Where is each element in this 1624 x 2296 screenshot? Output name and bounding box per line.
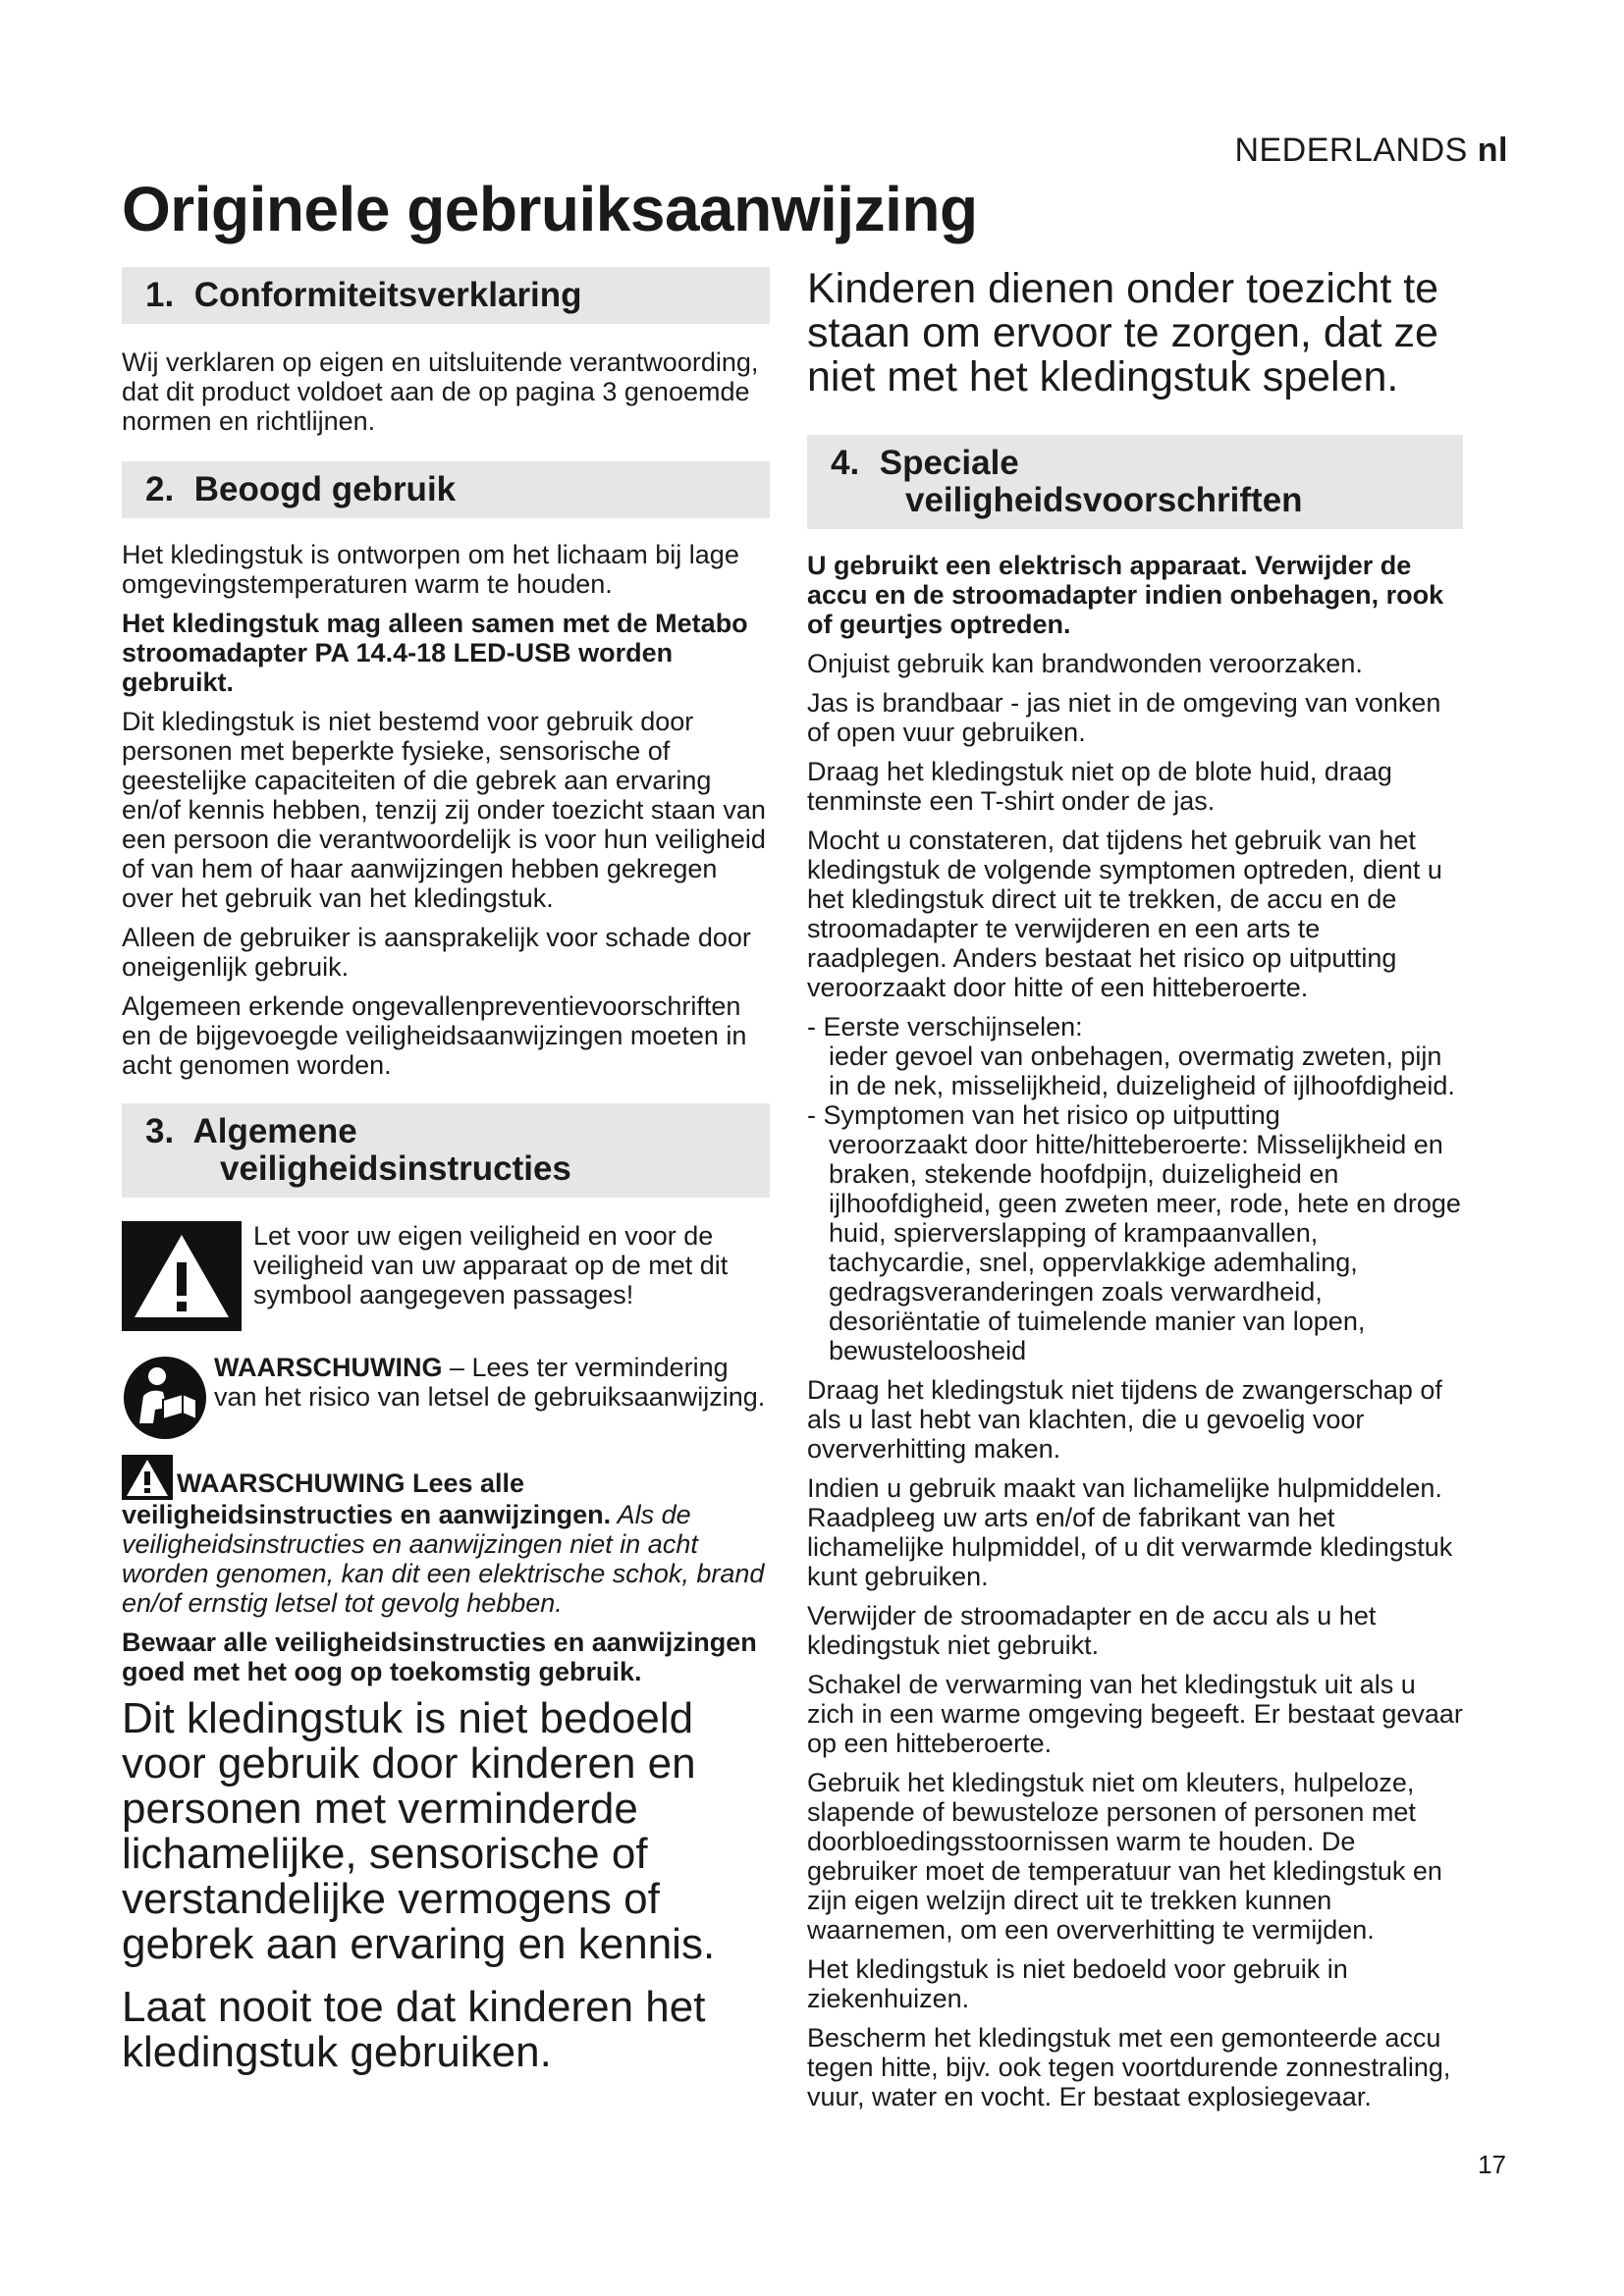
symptoms-intro: Mocht u constateren, dat tijdens het gebruik van het kledingstuk de volgende symptomen optreden, dient u het kledingstuk direct uit te trekken, de accu en de stroomadapter te verwijderen en een arts te raadplegen. Anders bestaat het risico op uitputting veroorzaakt door hitte of een hitteberoerte. (807, 826, 1442, 1002)
section-2-heading: 2. Beoogd gebruik (122, 461, 770, 518)
page-title: Originele gebruiksaanwijzing (122, 174, 978, 244)
warning-triangle-icon (122, 1221, 242, 1331)
section-1-heading: 1. Conformiteitsverklaring (122, 267, 770, 324)
warning-label: WAARSCHUWING (214, 1353, 443, 1382)
left-column (122, 267, 770, 2093)
pregnancy-warning: Draag het kledingstuk niet tijdens de zwangerschap of als u last hebt van klachten, die u gevoelig voor oververhitting maken. (807, 1375, 1442, 1464)
safety-note-text: Let voor uw eigen veiligheid en voor de veiligheid van uw apparaat op de met dit symbool aangegeven passages! (253, 1221, 729, 1309)
children-restriction: Dit kledingstuk is niet bedoeld voor gebruik door kinderen en personen met verminderde lichamelijke, sensorische of verstandelijke vermogens of gebrek aan ervaring en kennis. (122, 1694, 716, 1968)
flammable-warning: Jas is brandbaar - jas niet in de omgeving van vonken of open vuur gebruiken. (807, 688, 1441, 747)
small-warning-icon (122, 1455, 173, 1500)
hospital-note: Het kledingstuk is niet bedoeld voor gebruik in ziekenhuizen. (807, 1954, 1348, 2013)
keep-instructions: Bewaar alle veiligheidsinstructies en aanwijzingen goed met het oog op toekomstig gebruik. (122, 1628, 757, 1686)
conformity-text: Wij verklaren op eigen en uitsluitende verantwoording, dat dit product voldoet aan de op pagina 3 genoemde normen en richtlijnen. (122, 347, 759, 436)
adapter-note: Het kledingstuk mag alleen samen met de Metabo stroomadapter PA 14.4-18 LED-USB worden gebruikt. (122, 609, 748, 697)
skin-warning: Draag het kledingstuk niet op de blote huid, draag tenminste een T-shirt onder de jas. (807, 757, 1392, 816)
liability-text: Alleen de gebruiker is aansprakelijk voor schade door oneigenlijk gebruik. (122, 923, 751, 982)
symptom-list-2: - Symptomen van het risico op uitputting veroorzaakt door hitte/hitteberoerte: Misselijkheid en braken, stekende hoofdpijn, duizeligheid en ijlhoofdigheid, geen zweten meer, rode, hete en droge huid, spierverslapping of krampaanvallen, tachycardie, snel, oppervlakkige ademhaling, gedragsveranderingen zoals verwardheid, desoriëntatie of tuimelende manier van lopen, bewusteloosheid (807, 1100, 1461, 1365)
burn-warning: Onjuist gebruik kan brandwonden veroorzaken. (807, 649, 1363, 678)
aids-warning: Indien u gebruik maakt van lichamelijke hulpmiddelen. Raadpleeg uw arts en/of de fabrikant van het lichamelijke hulpmiddel, of u dit verwarmde kledingstuk kunt gebruiken. (807, 1473, 1453, 1591)
accident-prevention-text: Algemeen erkende ongevallenpreventievoorschriften en de bijgevoegde veiligheidsaanwijzingen moeten in acht genomen worden. (122, 991, 747, 1080)
remove-adapter-note: Verwijder de stroomadapter en de accu als u het kledingstuk niet gebruikt. (807, 1601, 1377, 1660)
language-label: NEDERLANDS nl (1234, 132, 1508, 169)
restriction-text: Dit kledingstuk is niet bestemd voor gebruik door personen met beperkte fysieke, sensorische of geestelijke capaciteiten of die gebrek aan ervaring en/of kennis hebben, tenzij zij onder toezicht staan van een persoon die verantwoordelijk is voor hun veiligheid of van hem of haar aanwijzingen hebben gekregen over het gebruik van het kledingstuk. (122, 707, 766, 913)
read-manual-icon (122, 1355, 208, 1441)
page-number: 17 (1478, 2150, 1506, 2179)
children-prohibition: Laat nooit toe dat kinderen het kledingstuk gebruiken. (122, 1983, 706, 2076)
section-3-heading: 3. Algemene veiligheidsinstructies (122, 1103, 770, 1198)
read-manual-warning (122, 1353, 770, 1441)
symptom-list-1: - Eerste verschijnselen: ieder gevoel van onbehagen, overmatig zweten, pijn in de nek, misselijkheid, duizeligheid of ijlhoofdigheid. (807, 1012, 1455, 1100)
electrical-warning: U gebruikt een elektrisch apparaat. Verwijder de accu en de stroomadapter indien onbehagen, rook of geurtjes optreden. (807, 551, 1444, 639)
warm-environment-note: Schakel de verwarming van het kledingstuk uit als u zich in een warme omgeving begeeft. Er bestaat gevaar op een hitteberoerte. (807, 1670, 1463, 1758)
safety-note (122, 1221, 770, 1331)
explosion-warning: Bescherm het kledingstuk met een gemonteerde accu tegen hitte, bijv. ook tegen voortdurende zonnestraling, vuur, water en vocht. Er bestaat explosiegevaar. (807, 2023, 1451, 2111)
read-all-warning: WAARSCHUWING Lees alle veiligheidsinstructies en aanwijzingen. Als de veiligheidsinstructies en aanwijzingen niet in acht worden genomen, kan dit een elektrische schok, brand en/of ernstig letsel tot gevolg hebben. (122, 1455, 770, 1618)
section-4-heading: 4. Speciale veiligheidsvoorschriften (807, 435, 1463, 529)
vulnerable-persons-warning: Gebruik het kledingstuk niet om kleuters, hulpeloze, slapende of bewusteloze personen of personen met doorbloedingsstoornissen warm te houden. De gebruiker moet de temperatuur van het kledingstuk en zijn eigen welzijn direct uit te trekken kunnen waarnemen, om een oververhitting te vermijden. (807, 1768, 1442, 1945)
intended-use-text: Het kledingstuk is ontworpen om het lichaam bij lage omgevingstemperaturen warm te houden. (122, 540, 739, 599)
right-column (807, 267, 1463, 2121)
warning-text: – Lees ter vermindering van het risico van letsel de gebruiksaanwijzing. (214, 1353, 766, 1412)
children-supervision: Kinderen dienen onder toezicht te staan om ervoor te zorgen, dat ze niet met het kledingstuk spelen. (807, 265, 1439, 400)
